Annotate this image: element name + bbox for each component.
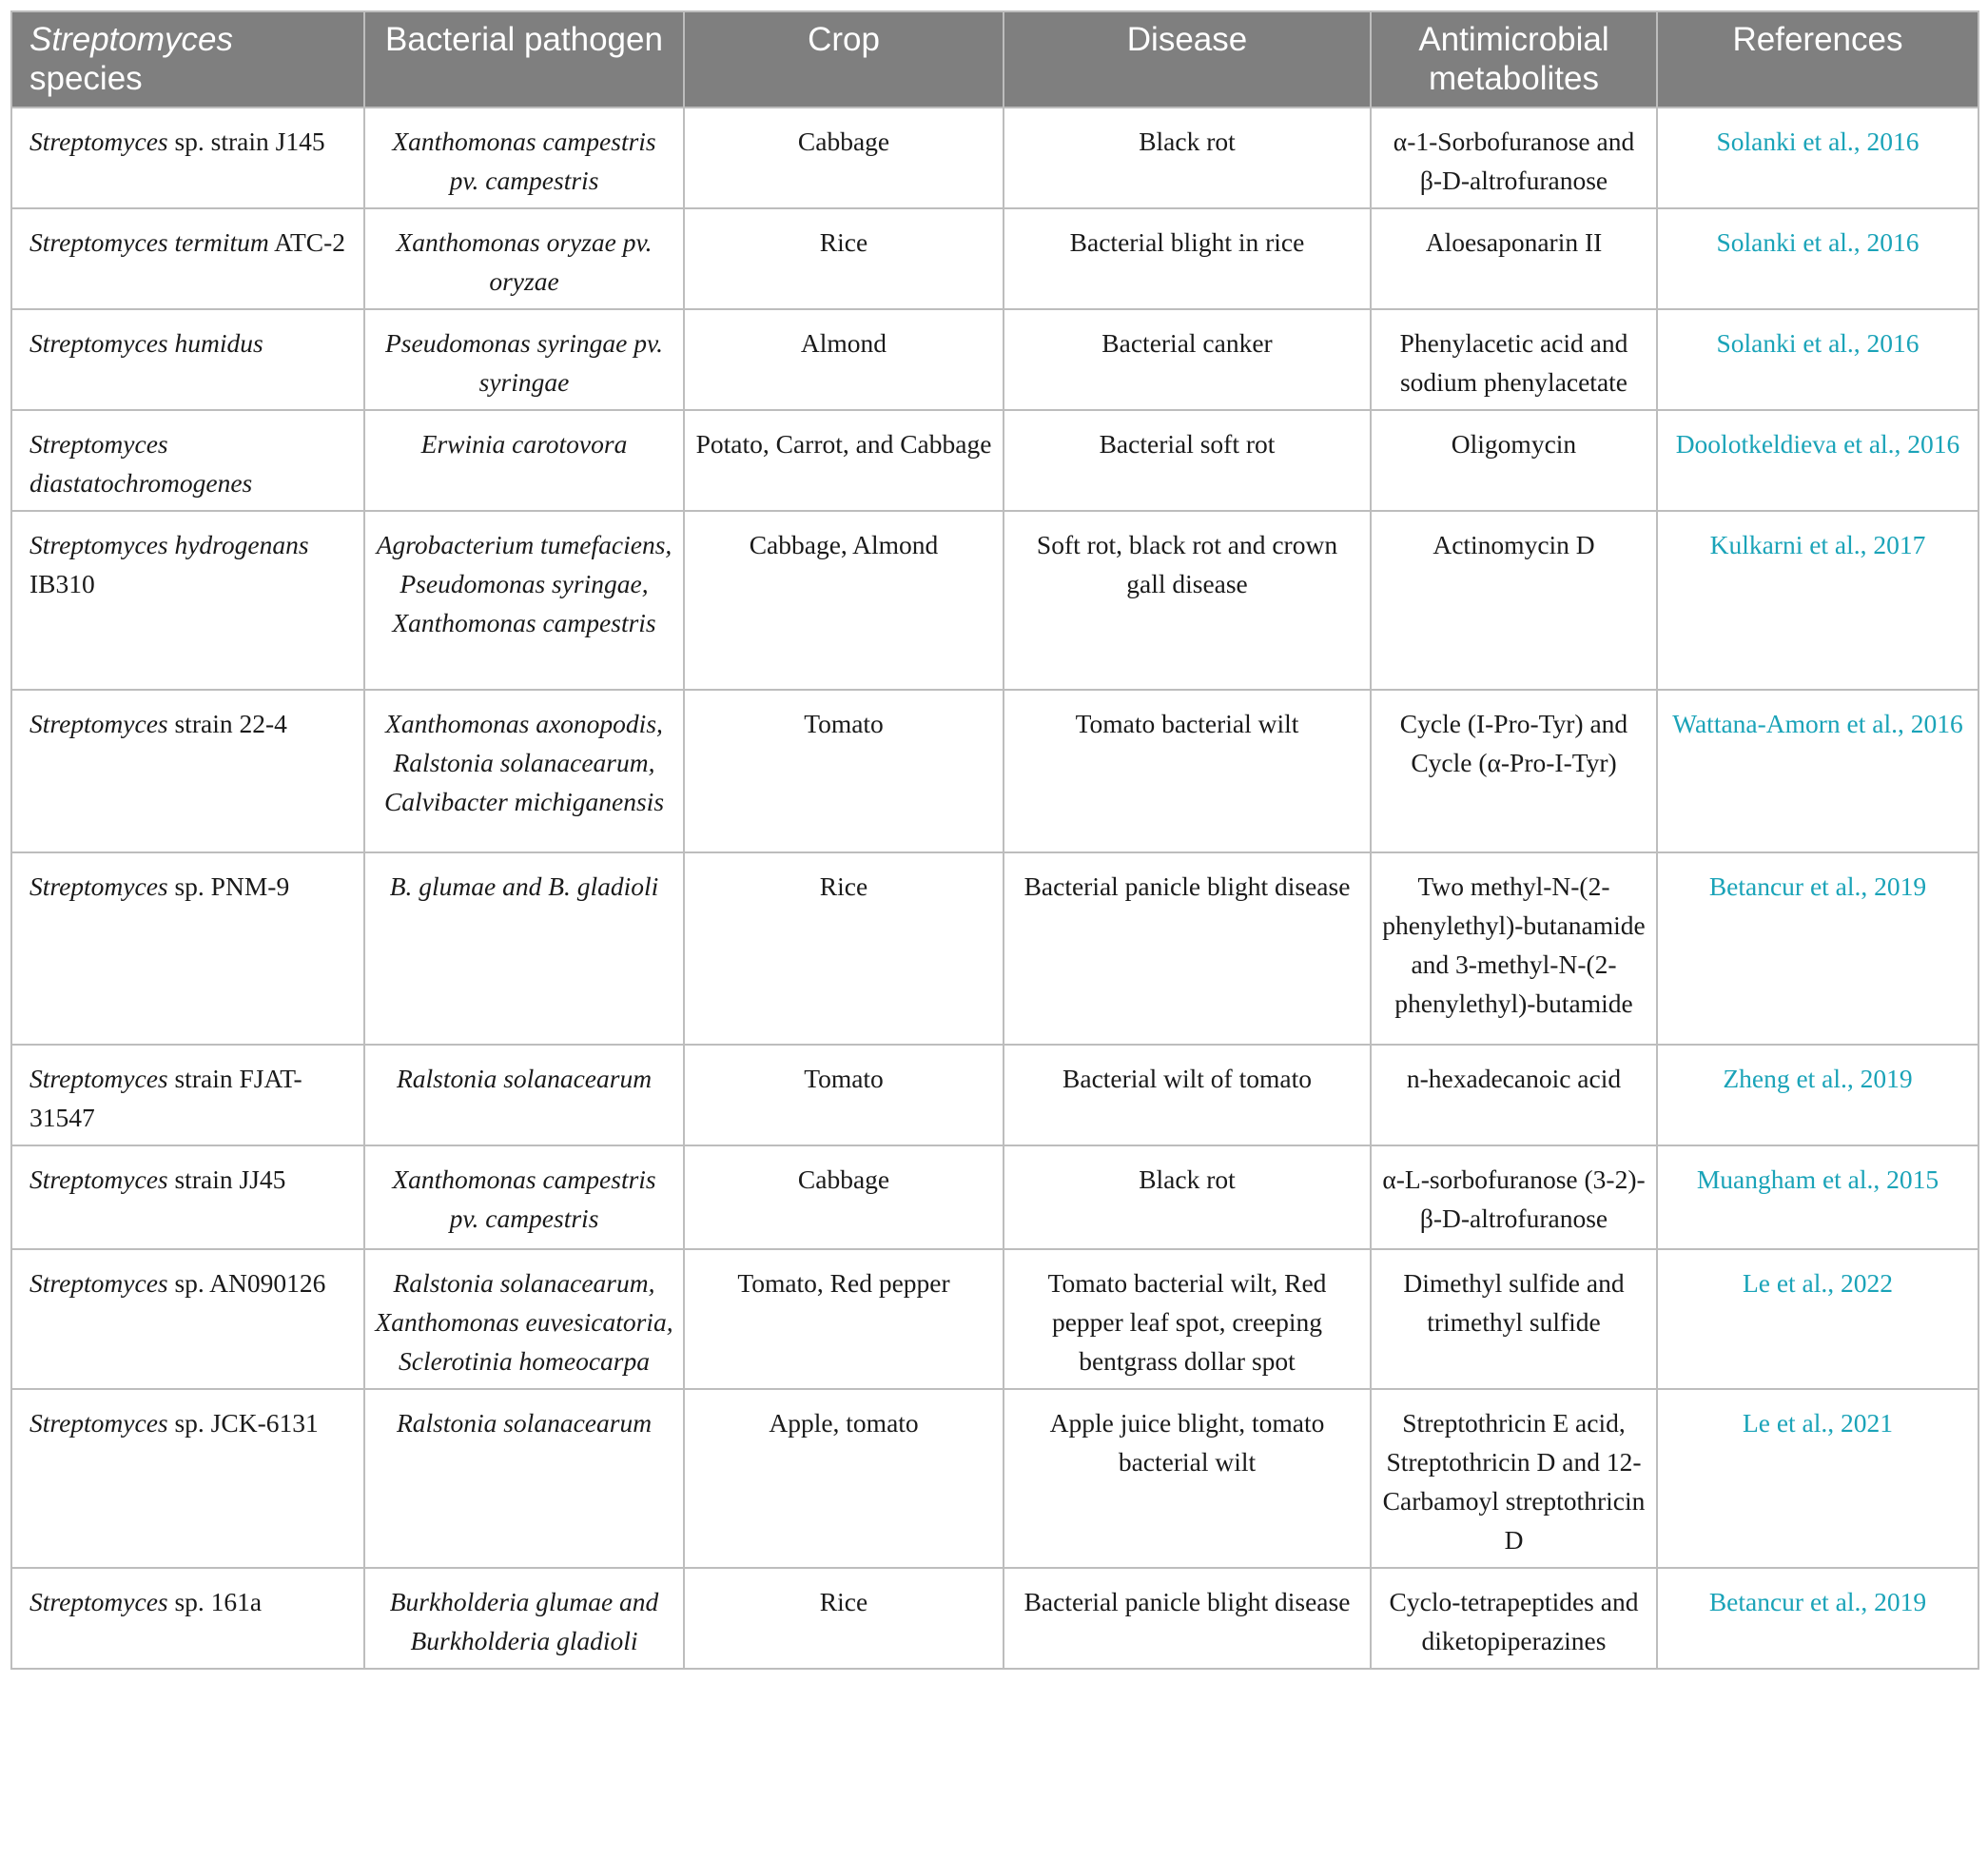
species-italic: Streptomyces: [29, 127, 168, 156]
cell-metabolites: n-hexadecanoic acid: [1371, 1045, 1657, 1145]
reference-link[interactable]: Solanki et al., 2016: [1716, 227, 1920, 257]
cell-reference: [1657, 1389, 1978, 1568]
cell-pathogen: Xanthomonas campestris pv. campestris: [364, 1145, 684, 1249]
cell-reference: [1657, 208, 1978, 309]
cell-pathogen: Pseudomonas syringae pv. syringae: [364, 309, 684, 410]
cell-crop: Apple, tomato: [684, 1389, 1004, 1568]
cell-reference: [1657, 1145, 1978, 1249]
cell-disease: Soft rot, black rot and crown gall disease: [1004, 511, 1371, 690]
cell-reference: [1657, 309, 1978, 410]
species-italic: Streptomyces: [29, 709, 168, 738]
table-row: [11, 690, 1978, 852]
species-italic: Streptomyces termitum: [29, 227, 269, 257]
cell-crop: Potato, Carrot, and Cabbage: [684, 410, 1004, 511]
streptomyces-table: [10, 10, 1979, 1670]
cell-pathogen: Ralstonia solanacearum: [364, 1045, 684, 1145]
cell-disease: Black rot: [1004, 108, 1371, 208]
cell-reference: [1657, 1249, 1978, 1389]
cell-reference: [1657, 690, 1978, 852]
cell-crop: Cabbage: [684, 1145, 1004, 1249]
cell-crop: Almond: [684, 309, 1004, 410]
header-row: [11, 11, 1978, 108]
cell-reference: [1657, 108, 1978, 208]
cell-reference: [1657, 852, 1978, 1045]
table-body: [11, 108, 1978, 1669]
cell-crop: Rice: [684, 852, 1004, 1045]
cell-reference: [1657, 410, 1978, 511]
cell-metabolites: Streptothricin E acid, Streptothricin D and 12-Carbamoyl streptothricin D: [1371, 1389, 1657, 1568]
header-species-italic: Streptomyces: [29, 21, 233, 58]
cell-species: [11, 1389, 364, 1568]
cell-reference: [1657, 1045, 1978, 1145]
species-suffix: sp. PNM-9: [167, 871, 290, 901]
cell-crop: Cabbage, Almond: [684, 511, 1004, 690]
species-suffix: strain JJ45: [167, 1164, 286, 1194]
cell-species: [11, 852, 364, 1045]
table-row: [11, 511, 1978, 690]
cell-disease: Black rot: [1004, 1145, 1371, 1249]
header-disease: Disease: [1004, 11, 1371, 108]
table-row: [11, 1045, 1978, 1145]
species-italic: Streptomyces humidus: [29, 328, 263, 358]
cell-pathogen: Xanthomonas axonopodis, Ralstonia solanacearum, Calvibacter michiganensis: [364, 690, 684, 852]
table-container: [10, 10, 1978, 1670]
cell-metabolites: Actinomycin D: [1371, 511, 1657, 690]
reference-link[interactable]: Doolotkeldieva et al., 2016: [1675, 429, 1960, 459]
cell-metabolites: Oligomycin: [1371, 410, 1657, 511]
cell-pathogen: Erwinia carotovora: [364, 410, 684, 511]
species-italic: Streptomyces: [29, 1408, 168, 1438]
cell-disease: Bacterial canker: [1004, 309, 1371, 410]
cell-disease: Bacterial wilt of tomato: [1004, 1045, 1371, 1145]
cell-metabolites: Dimethyl sulfide and trimethyl sulfide: [1371, 1249, 1657, 1389]
reference-link[interactable]: Solanki et al., 2016: [1716, 328, 1920, 358]
species-italic: Streptomyces: [29, 1164, 168, 1194]
cell-species: [11, 1568, 364, 1669]
species-italic: Streptomyces: [29, 1268, 168, 1298]
cell-metabolites: Cyclo-tetrapeptides and diketopiperazines: [1371, 1568, 1657, 1669]
species-suffix: sp. 161a: [167, 1587, 263, 1616]
species-suffix: sp. AN090126: [167, 1268, 326, 1298]
header-references: References: [1657, 11, 1978, 108]
cell-metabolites: α-L-sorbofuranose (3-2)- β-D-altrofuranose: [1371, 1145, 1657, 1249]
cell-metabolites: Two methyl-N-(2-phenylethyl)-butanamide and 3-methyl-N-(2-phenylethyl)-butamide: [1371, 852, 1657, 1045]
species-suffix: strain FJAT-31547: [29, 1064, 302, 1132]
cell-pathogen: Xanthomonas campestris pv. campestris: [364, 108, 684, 208]
cell-crop: Tomato, Red pepper: [684, 1249, 1004, 1389]
cell-crop: Rice: [684, 1568, 1004, 1669]
table-row: [11, 410, 1978, 511]
cell-species: [11, 410, 364, 511]
cell-pathogen: Ralstonia solanacearum: [364, 1389, 684, 1568]
cell-disease: Bacterial panicle blight disease: [1004, 1568, 1371, 1669]
table-row: [11, 852, 1978, 1045]
species-italic: Streptomyces diastatochromogenes: [29, 429, 253, 498]
table-row: [11, 1389, 1978, 1568]
cell-reference: [1657, 1568, 1978, 1669]
cell-reference: [1657, 511, 1978, 690]
cell-metabolites: Cycle (I-Pro-Tyr) and Cycle (α-Pro-I-Tyr): [1371, 690, 1657, 852]
species-italic: Streptomyces hydrogenans: [29, 530, 309, 559]
cell-crop: Tomato: [684, 1045, 1004, 1145]
species-italic: Streptomyces: [29, 1064, 168, 1093]
cell-pathogen: Burkholderia glumae and Burkholderia gladioli: [364, 1568, 684, 1669]
header-species: [11, 11, 364, 108]
reference-link[interactable]: Le et al., 2022: [1742, 1268, 1894, 1298]
species-suffix: ATC-2: [268, 227, 345, 257]
reference-link[interactable]: Betancur et al., 2019: [1708, 1587, 1927, 1616]
cell-disease: Tomato bacterial wilt: [1004, 690, 1371, 852]
species-italic: Streptomyces: [29, 1587, 168, 1616]
reference-link[interactable]: Solanki et al., 2016: [1716, 127, 1920, 156]
cell-disease: Bacterial blight in rice: [1004, 208, 1371, 309]
cell-disease: Apple juice blight, tomato bacterial wilt: [1004, 1389, 1371, 1568]
reference-link[interactable]: Wattana-Amorn et al., 2016: [1672, 709, 1963, 738]
table-row: [11, 108, 1978, 208]
table-row: [11, 1145, 1978, 1249]
cell-species: [11, 690, 364, 852]
table-row: [11, 309, 1978, 410]
cell-pathogen: B. glumae and B. gladioli: [364, 852, 684, 1045]
table-row: [11, 1568, 1978, 1669]
header-crop: Crop: [684, 11, 1004, 108]
cell-pathogen: Agrobacterium tumefaciens, Pseudomonas syringae, Xanthomonas campestris: [364, 511, 684, 690]
cell-metabolites: Aloesaponarin II: [1371, 208, 1657, 309]
species-suffix: strain 22-4: [167, 709, 287, 738]
table-row: [11, 208, 1978, 309]
cell-species: [11, 1045, 364, 1145]
cell-disease: Bacterial panicle blight disease: [1004, 852, 1371, 1045]
header-pathogen: Bacterial pathogen: [364, 11, 684, 108]
cell-pathogen: Ralstonia solanacearum, Xanthomonas euvesicatoria, Sclerotinia homeocarpa: [364, 1249, 684, 1389]
species-suffix: sp. strain J145: [167, 127, 325, 156]
reference-link[interactable]: Le et al., 2021: [1742, 1408, 1894, 1438]
cell-crop: Cabbage: [684, 108, 1004, 208]
cell-species: [11, 108, 364, 208]
cell-species: [11, 1145, 364, 1249]
species-suffix: IB310: [29, 569, 95, 598]
cell-pathogen: Xanthomonas oryzae pv. oryzae: [364, 208, 684, 309]
species-suffix: sp. JCK-6131: [167, 1408, 319, 1438]
reference-link[interactable]: Kulkarni et al., 2017: [1709, 530, 1926, 559]
cell-crop: Tomato: [684, 690, 1004, 852]
cell-species: [11, 309, 364, 410]
cell-metabolites: Phenylacetic acid and sodium phenylacetate: [1371, 309, 1657, 410]
cell-species: [11, 1249, 364, 1389]
table-row: [11, 1249, 1978, 1389]
reference-link[interactable]: Zheng et al., 2019: [1723, 1064, 1913, 1093]
reference-link[interactable]: Betancur et al., 2019: [1708, 871, 1927, 901]
cell-disease: Tomato bacterial wilt, Red pepper leaf spot, creeping bentgrass dollar spot: [1004, 1249, 1371, 1389]
cell-species: [11, 511, 364, 690]
header-metabolites: Antimicrobial metabolites: [1371, 11, 1657, 108]
cell-species: [11, 208, 364, 309]
species-italic: Streptomyces: [29, 871, 168, 901]
cell-crop: Rice: [684, 208, 1004, 309]
cell-metabolites: α-1-Sorbofuranose and β-D-altrofuranose: [1371, 108, 1657, 208]
header-species-text: species: [29, 60, 143, 97]
cell-disease: Bacterial soft rot: [1004, 410, 1371, 511]
reference-link[interactable]: Muangham et al., 2015: [1696, 1164, 1939, 1194]
